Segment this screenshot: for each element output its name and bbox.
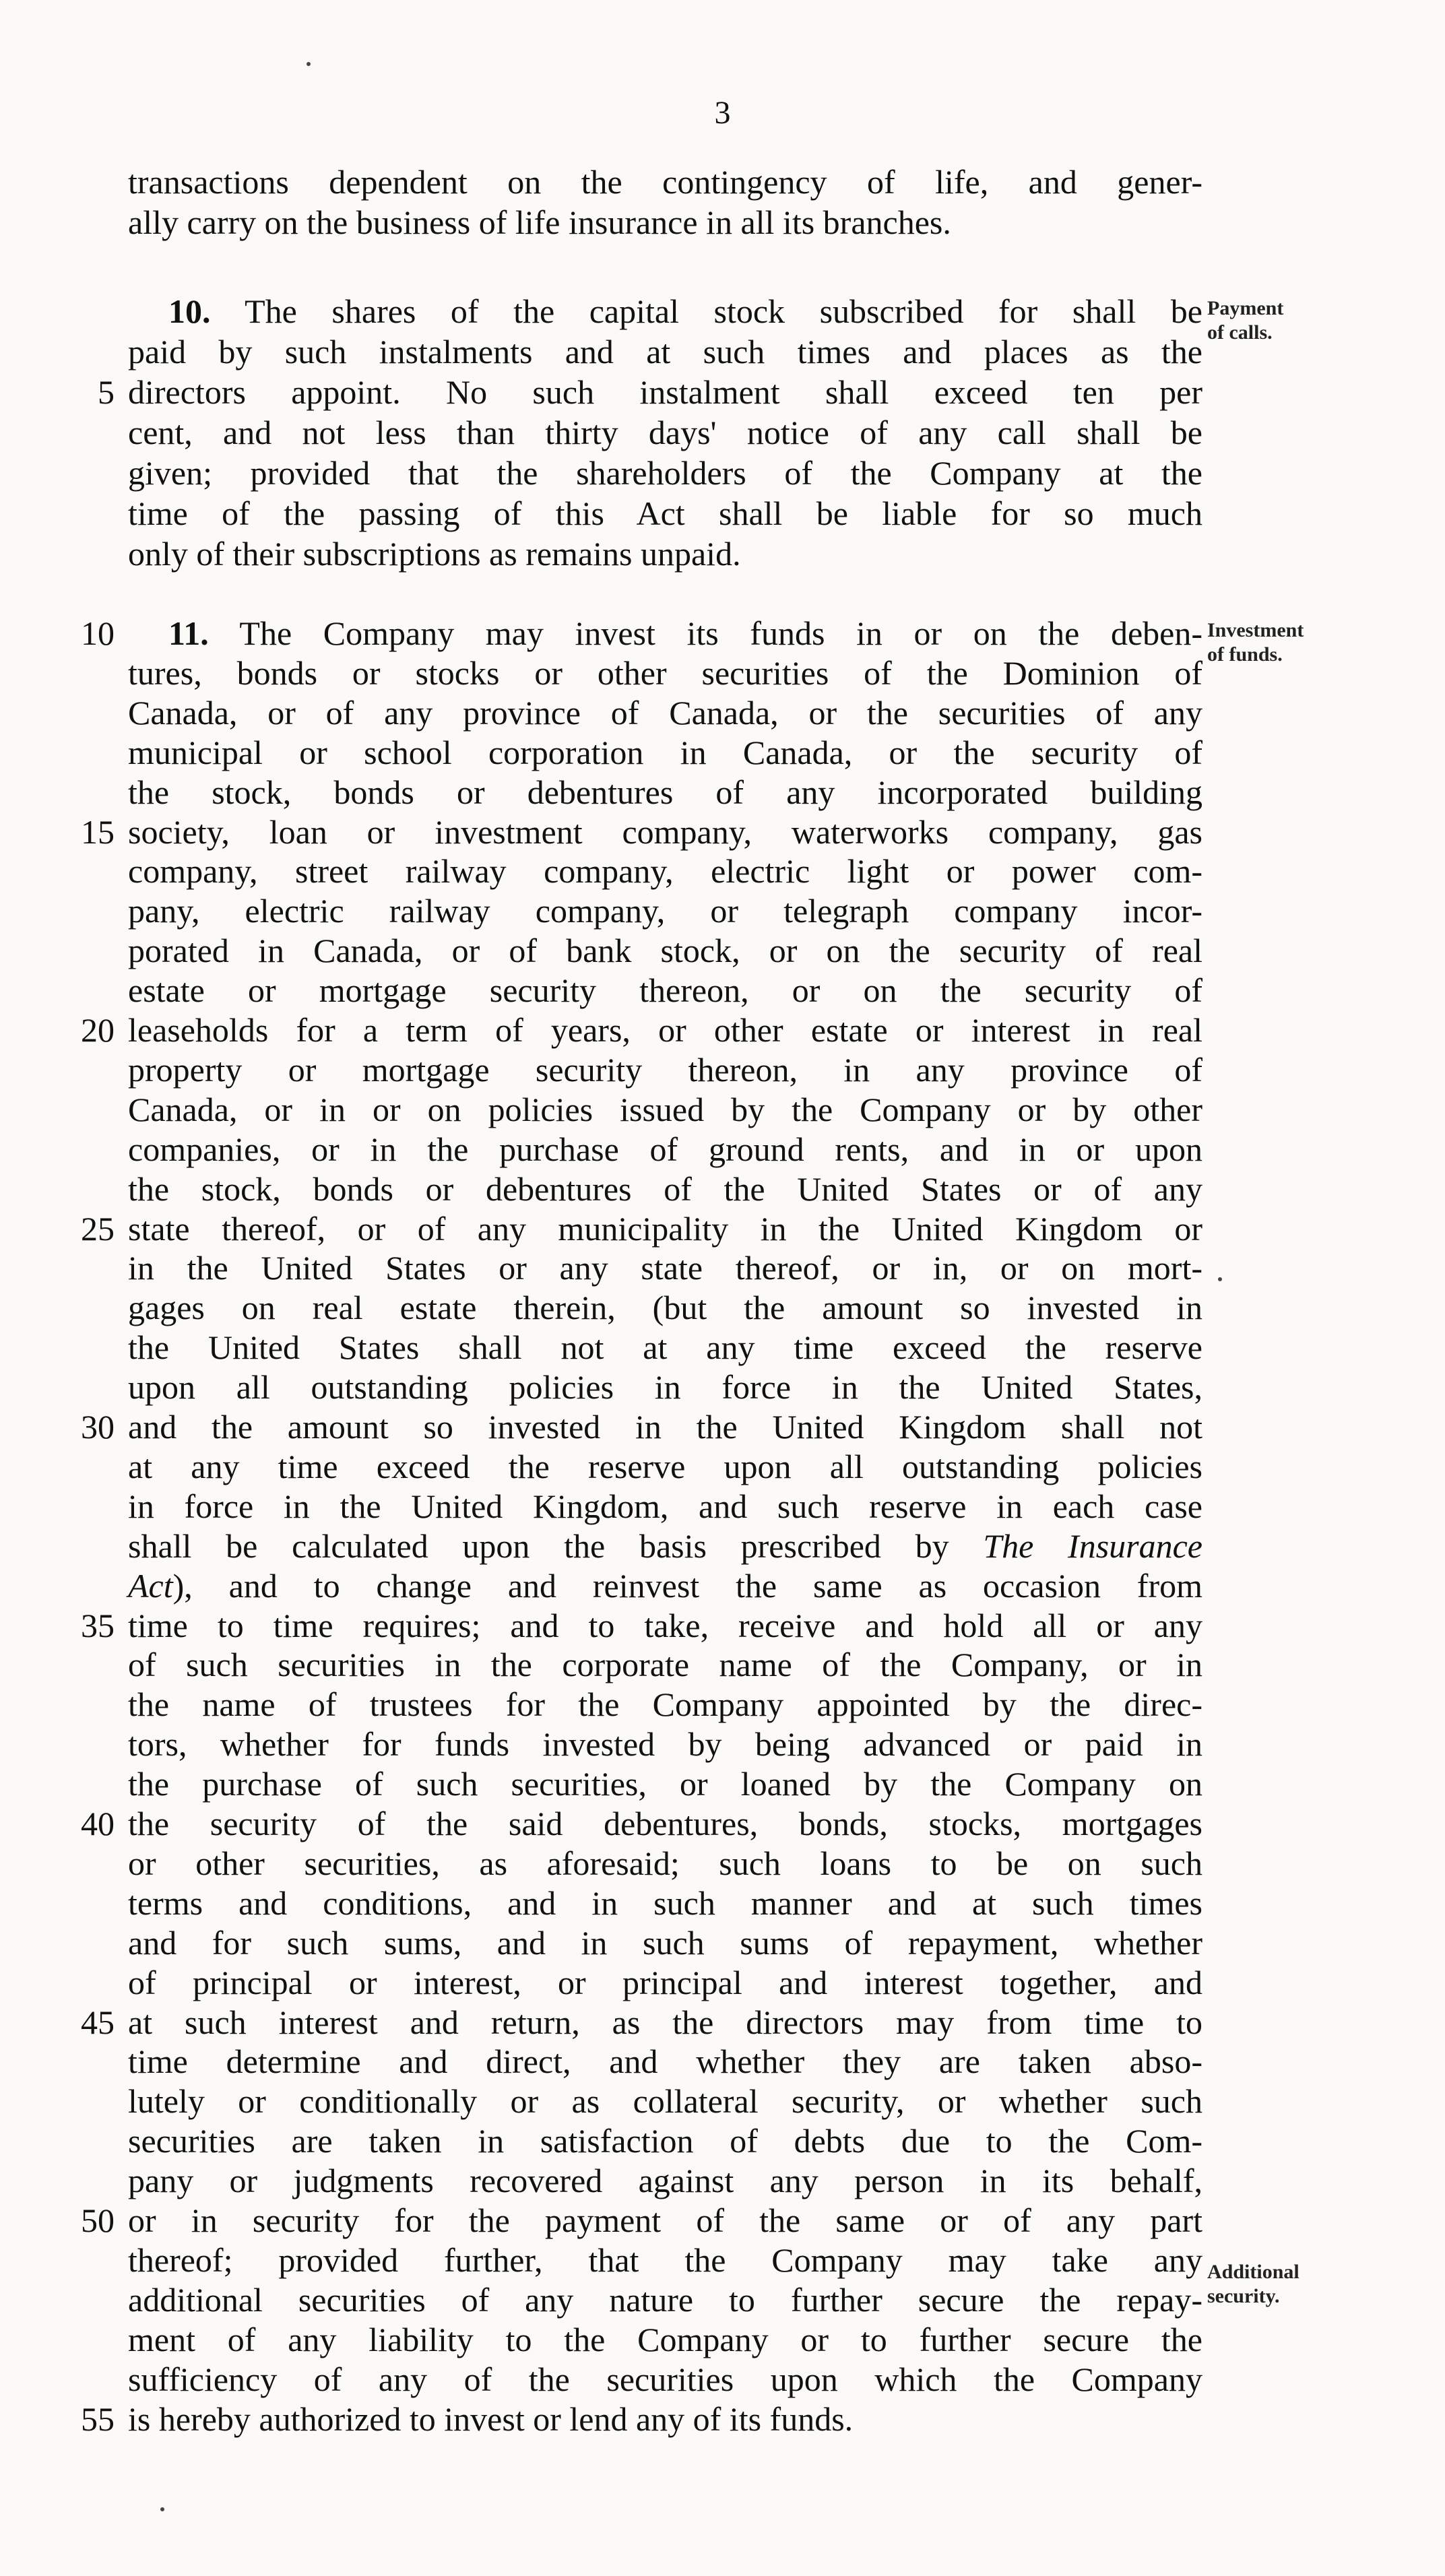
text-line: additional securities of any nature to further secure the repay- [128, 2280, 1202, 2319]
text-line: paid by such instalments and at such times and places as the [128, 333, 1202, 371]
text-line: the United States shall not at any time exceed the reserve [128, 1328, 1202, 1367]
text-line: time determine and direct, and whether they are taken abso- [128, 2042, 1202, 2081]
text-line: the stock, bonds or debentures of any incorporated building [128, 773, 1202, 811]
text-line: is hereby authorized to invest or lend any of its funds. [128, 2400, 854, 2438]
side-note-line: security. [1207, 2285, 1280, 2307]
text-line: thereof; provided further, that the Company may take any [128, 2241, 1202, 2279]
text-line: and the amount so invested in the United Kingdom shall not [128, 1408, 1202, 1446]
side-note-line: Investment [1207, 619, 1304, 641]
text-line: ally carry on the business of life insurance in all its branches. [128, 203, 951, 241]
side-note-line: Additional [1207, 2261, 1299, 2283]
side-note-payment-of-calls [1207, 296, 1430, 345]
text-line: state thereof, or of any municipality in the United Kingdom or [128, 1209, 1202, 1248]
line-number: 30 [81, 1408, 115, 1446]
text-line: terms and conditions, and in such manner and at such times [128, 1883, 1202, 1922]
text-line: transactions dependent on the contingency of life, and gener- [128, 163, 1202, 201]
text-line: shall be calculated upon the basis prescribed by The Insurance [128, 1526, 1202, 1565]
text-line: the security of the said debentures, bonds, stocks, mortgages [128, 1805, 1202, 1842]
page-number: 3 [714, 95, 731, 131]
line-number: 45 [81, 2003, 115, 2041]
text-line: pany, electric railway company, or telegraph company incor- [128, 892, 1202, 930]
text-line: society, loan or investment company, waterworks company, gas [128, 812, 1202, 851]
text-line: porated in Canada, or of bank stock, or on the security of real [128, 932, 1202, 970]
print-speck [160, 2507, 164, 2511]
text-line: given; provided that the shareholders of the Company at the [128, 454, 1202, 492]
line-number: 50 [81, 2201, 115, 2239]
text-line: property or mortgage security thereon, in any province of [128, 1050, 1202, 1089]
text-line: estate or mortgage security thereon, or on the security of [128, 971, 1202, 1010]
text-line: time to time requires; and to take, receive and hold all or any [128, 1606, 1202, 1644]
text-line: in force in the United Kingdom, and such reserve in each case [128, 1487, 1202, 1525]
text-line: ment of any liability to the Company or to further secure the [128, 2320, 1202, 2358]
text-line: Canada, or of any province of Canada, or the securities of any [128, 693, 1202, 732]
line-number: 15 [81, 812, 115, 851]
text-line: the name of trustees for the Company appointed by the direc- [128, 1685, 1202, 1724]
text-line: upon all outstanding policies in force in the United States, [128, 1368, 1202, 1407]
text-line: Canada, or in or on policies issued by the Company or by other [128, 1090, 1202, 1128]
side-note-line: of calls. [1207, 321, 1273, 344]
line-number: 25 [81, 1209, 115, 1248]
text-line: Act), and to change and reinvest the same as occasion from [128, 1566, 1202, 1605]
text-line: 11. The Company may invest its funds in or on the deben- [168, 614, 1202, 652]
text-line: of such securities in the corporate name of the Company, or in [128, 1646, 1202, 1684]
side-note-line: of funds. [1207, 643, 1283, 666]
text-line: securities are taken in satisfaction of debts due to the Com- [128, 2122, 1202, 2160]
text-line: cent, and not less than thirty days' notice of any call shall be [128, 414, 1202, 451]
print-speck [1218, 1277, 1222, 1281]
line-number: 10 [81, 614, 115, 652]
text-line: tors, whether for funds invested by being advanced or paid in [128, 1725, 1202, 1764]
text-line: of principal or interest, or principal and interest together, and [128, 1963, 1202, 2001]
line-number: 20 [81, 1011, 115, 1049]
line-number: 35 [81, 1606, 115, 1644]
text-line: directors appoint. No such instalment shall exceed ten per [128, 373, 1202, 411]
section-number: 11. [168, 614, 209, 652]
text-line: or other securities, as aforesaid; such loans to be on such [128, 1844, 1202, 1882]
print-speck [307, 62, 311, 66]
act-title-italic: Act [128, 1566, 173, 1605]
section-number: 10. [168, 292, 211, 330]
text-line: leaseholds for a term of years, or other estate or interest in real [128, 1011, 1202, 1049]
side-note-line: Payment [1207, 297, 1284, 319]
text-line: the purchase of such securities, or loaned by the Company on [128, 1765, 1202, 1803]
line-number: 5 [98, 373, 115, 411]
text-line: at such interest and return, as the directors may from time to [128, 2003, 1202, 2041]
text-line: gages on real estate therein, (but the amount so invested in [128, 1289, 1202, 1327]
text-line: municipal or school corporation in Canada, or the security of [128, 733, 1202, 771]
text-line: tures, bonds or stocks or other securities of the Dominion of [128, 653, 1202, 692]
text-line: and for such sums, and in such sums of repayment, whether [128, 1923, 1202, 1962]
text-line: in the United States or any state thereof, or in, or on mort- [128, 1249, 1202, 1287]
act-title-italic: The Insurance [983, 1526, 1202, 1565]
text-line: lutely or conditionally or as collateral security, or whether such [128, 2082, 1202, 2121]
text-line: only of their subscriptions as remains unpaid. [128, 535, 741, 573]
text-line: at any time exceed the reserve upon all outstanding policies [128, 1447, 1202, 1485]
line-number: 55 [81, 2400, 115, 2438]
side-note-investment-of-funds [1207, 618, 1430, 667]
text-line: or in security for the payment of the same or of any part [128, 2201, 1202, 2239]
text-line: time of the passing of this Act shall be liable for so much [128, 494, 1202, 532]
text-line: pany or judgments recovered against any person in its behalf, [128, 2162, 1202, 2200]
text-line: the stock, bonds or debentures of the United States or of any [128, 1169, 1202, 1208]
line-number: 40 [81, 1805, 115, 1842]
text-line: company, street railway company, electric light or power com- [128, 852, 1202, 891]
text-line: sufficiency of any of the securities upon which the Company [128, 2360, 1202, 2398]
side-note-additional-security [1207, 2260, 1430, 2309]
text-line: 10. The shares of the capital stock subscribed for shall be [168, 292, 1202, 330]
text-line: companies, or in the purchase of ground rents, and in or upon [128, 1130, 1202, 1168]
